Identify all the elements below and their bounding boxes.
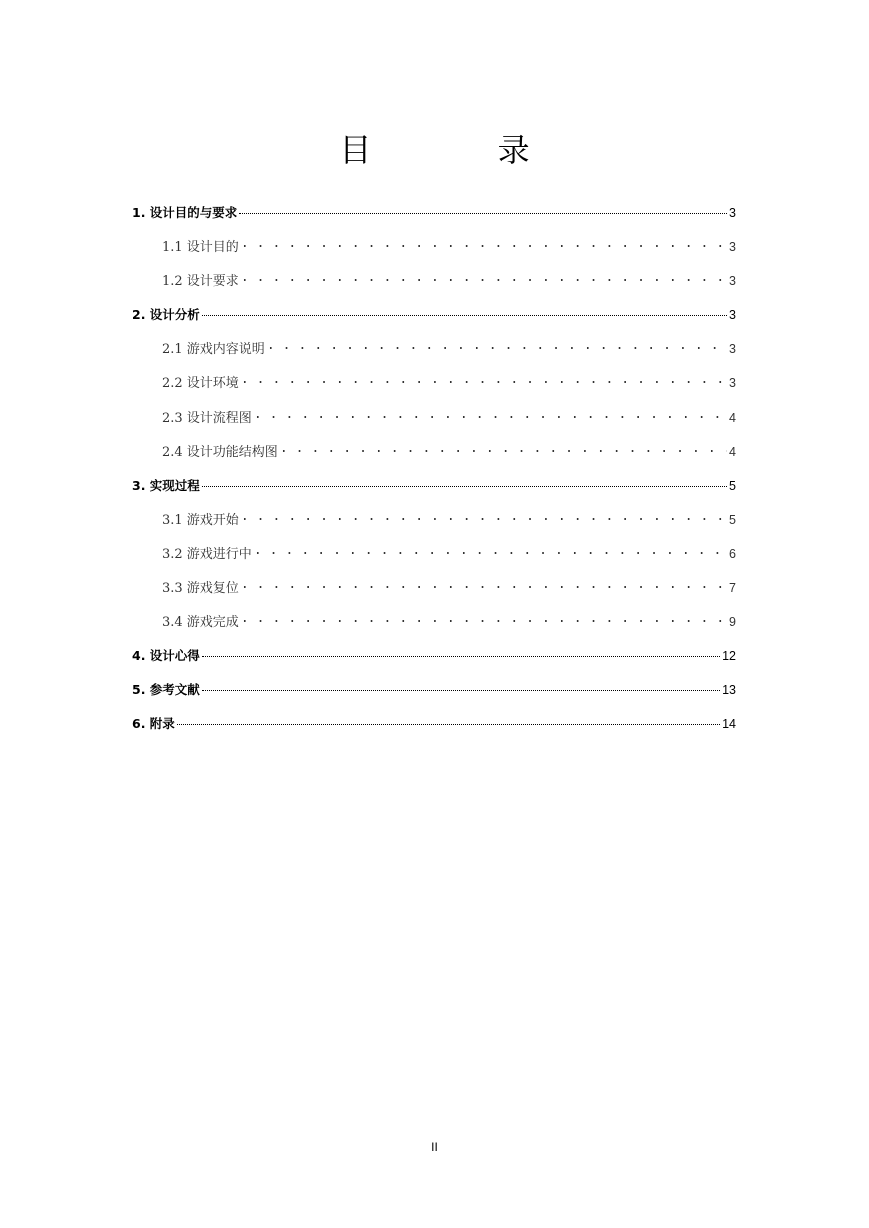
toc-entry-page: 3	[729, 274, 736, 289]
toc-entry-page: 3	[729, 206, 736, 220]
toc-leader-dots	[177, 710, 720, 725]
table-of-contents	[132, 202, 736, 748]
toc-entry-page: 3	[729, 342, 736, 357]
toc-entry-page: 3	[729, 308, 736, 323]
toc-leader-dots	[241, 612, 727, 626]
page-title: 目 录	[339, 131, 588, 169]
toc-entry-page: 3	[729, 376, 736, 391]
toc-entry-page: 5	[729, 478, 736, 493]
toc-entry-page: 4	[729, 444, 736, 459]
toc-entry-label: 1. 设计目的与要求	[132, 205, 238, 220]
toc-leader-dots	[254, 408, 727, 422]
toc-entry-label: 3.1 游戏开始	[162, 512, 239, 528]
toc-entry-label: 1.2 设计要求	[162, 274, 239, 290]
toc-entry-page: 5	[729, 512, 736, 527]
toc-leader-dots	[267, 339, 727, 353]
toc-leader-dots	[241, 510, 727, 524]
toc-entry-3[interactable]	[132, 475, 736, 509]
toc-entry-page: 3	[729, 240, 736, 255]
toc-leader-dots	[239, 199, 727, 214]
toc-entry-2-1[interactable]	[132, 338, 736, 372]
page-number: II	[431, 1140, 438, 1154]
toc-entry-3-1[interactable]	[132, 509, 736, 543]
toc-entry-label: 3.2 游戏进行中	[162, 546, 252, 562]
toc-entry-label: 4. 设计心得	[132, 648, 200, 664]
toc-entry-label: 2.1 游戏内容说明	[162, 342, 265, 358]
toc-entry-label: 2.2 设计环境	[162, 376, 239, 392]
toc-entry-label: 3.4 游戏完成	[162, 615, 239, 631]
toc-entry-2-3[interactable]	[132, 407, 736, 441]
toc-leader-dots	[202, 642, 720, 657]
toc-entry-1-2[interactable]	[132, 270, 736, 304]
toc-entry-5[interactable]	[132, 679, 736, 713]
toc-entry-2[interactable]	[132, 304, 736, 338]
toc-entry-3-3[interactable]	[132, 577, 736, 611]
toc-entry-label: 2.3 设计流程图	[162, 410, 252, 426]
toc-entry-page: 4	[729, 410, 736, 425]
toc-entry-2-4[interactable]	[132, 441, 736, 475]
toc-leader-dots	[202, 301, 727, 316]
toc-leader-dots	[241, 237, 727, 251]
toc-entry-6[interactable]	[132, 713, 736, 747]
toc-leader-dots	[254, 544, 727, 558]
toc-leader-dots	[241, 373, 727, 387]
toc-entry-label: 3.3 游戏复位	[162, 581, 239, 597]
toc-leader-dots	[241, 271, 727, 285]
toc-entry-page: 6	[729, 546, 736, 561]
toc-entry-label: 2.4 设计功能结构图	[162, 444, 278, 460]
toc-leader-dots	[202, 676, 720, 691]
toc-entry-page: 14	[722, 717, 736, 732]
toc-entry-1[interactable]	[132, 202, 736, 236]
toc-entry-page: 13	[722, 683, 736, 698]
toc-entry-label: 3. 实现过程	[132, 477, 200, 493]
toc-entry-page: 9	[729, 615, 736, 630]
toc-entry-3-4[interactable]	[132, 611, 736, 645]
toc-entry-label: 1.1 设计目的	[162, 240, 239, 256]
toc-entry-label: 5. 参考文献	[132, 682, 200, 698]
toc-entry-4[interactable]	[132, 645, 736, 679]
toc-entry-1-1[interactable]	[132, 236, 736, 270]
toc-entry-page: 12	[722, 649, 736, 664]
toc-entry-label: 6. 附录	[132, 716, 175, 732]
toc-entry-label: 2. 设计分析	[132, 307, 200, 323]
toc-entry-3-2[interactable]	[132, 543, 736, 577]
toc-leader-dots	[202, 472, 727, 487]
toc-entry-page: 7	[729, 581, 736, 596]
toc-leader-dots	[280, 442, 727, 456]
toc-entry-2-2[interactable]	[132, 372, 736, 406]
toc-leader-dots	[241, 578, 727, 592]
